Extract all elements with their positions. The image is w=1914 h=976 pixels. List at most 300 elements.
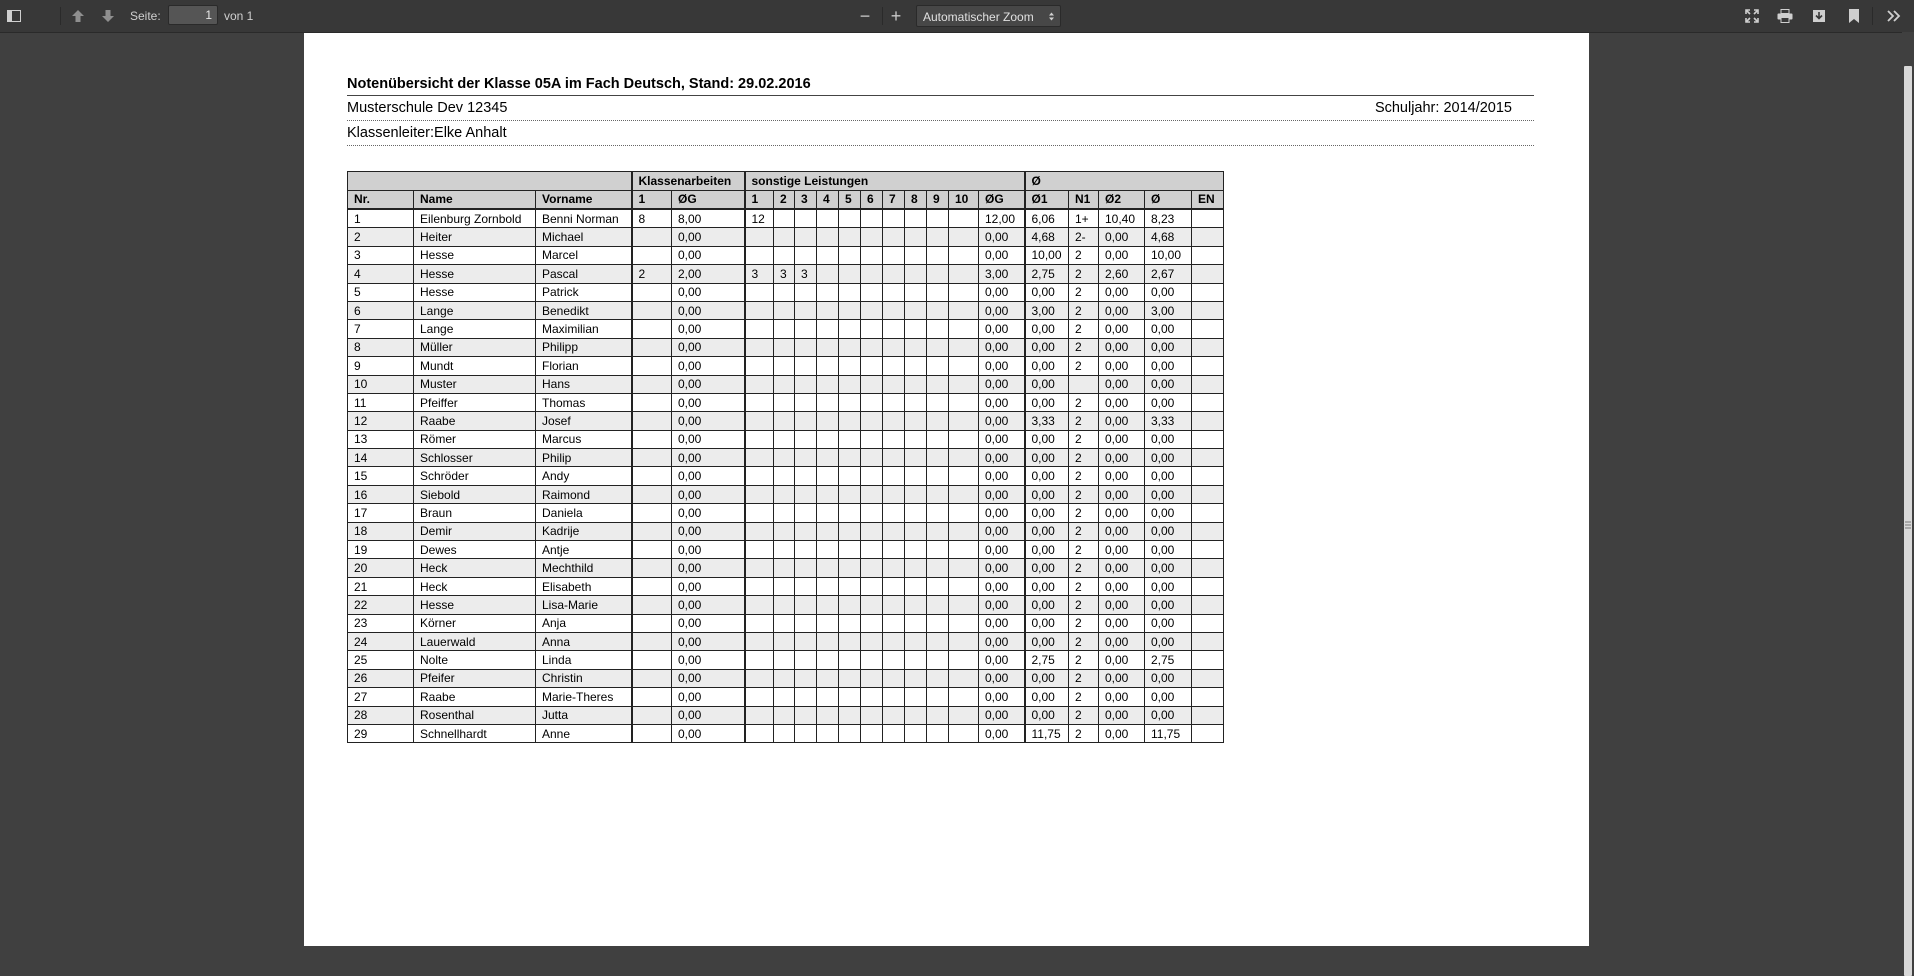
cell-s8 (905, 504, 927, 522)
cell-vorname: Anja (536, 614, 632, 632)
cell-s3 (795, 393, 817, 411)
cell-s3 (795, 632, 817, 650)
school-name: Musterschule Dev 12345 (347, 100, 508, 116)
cell-vorname: Linda (536, 651, 632, 669)
cell-s7 (883, 301, 905, 319)
cell-s5 (839, 504, 861, 522)
cell-s-og: 0,00 (979, 301, 1025, 319)
cell-n1: 2 (1069, 522, 1099, 540)
cell-ka1 (632, 559, 672, 577)
table-row (348, 467, 1224, 485)
cell-s10 (949, 467, 979, 485)
print-button[interactable] (1773, 4, 1797, 28)
cell-name: Heck (414, 577, 536, 595)
cell-ka1 (632, 632, 672, 650)
cell-o: 4,68 (1145, 228, 1192, 246)
cell-o: 0,00 (1145, 614, 1192, 632)
cell-vorname: Pascal (536, 265, 632, 283)
cell-ka-og: 0,00 (672, 430, 745, 448)
cell-n1: 2 (1069, 357, 1099, 375)
cell-ka-og: 0,00 (672, 283, 745, 301)
tools-menu-button[interactable] (1882, 4, 1906, 28)
cell-ka1 (632, 228, 672, 246)
cell-s8 (905, 688, 927, 706)
cell-s1 (745, 485, 774, 503)
cell-ka-og: 0,00 (672, 412, 745, 430)
cell-ka1 (632, 504, 672, 522)
cell-s5 (839, 577, 861, 595)
cell-vorname: Anna (536, 632, 632, 650)
cell-s5 (839, 338, 861, 356)
cell-s5 (839, 632, 861, 650)
cell-s1 (745, 724, 774, 742)
cell-s5 (839, 651, 861, 669)
cell-s4 (817, 577, 839, 595)
cell-vorname: Benedikt (536, 301, 632, 319)
table-row (348, 449, 1224, 467)
cell-ka-og: 0,00 (672, 651, 745, 669)
cell-ka-og: 0,00 (672, 614, 745, 632)
cell-s7 (883, 393, 905, 411)
download-button[interactable] (1807, 4, 1831, 28)
cell-name: Lange (414, 301, 536, 319)
cell-s6 (861, 632, 883, 650)
cell-s10 (949, 522, 979, 540)
cell-s7 (883, 338, 905, 356)
cell-name: Römer (414, 430, 536, 448)
cell-s3 (795, 724, 817, 742)
cell-o2: 0,00 (1099, 320, 1145, 338)
cell-s2 (774, 357, 795, 375)
cell-s9 (927, 375, 949, 393)
cell-s7 (883, 614, 905, 632)
cell-o: 0,00 (1145, 320, 1192, 338)
cell-name: Dewes (414, 541, 536, 559)
cell-s-og: 0,00 (979, 375, 1025, 393)
cell-ka-og: 0,00 (672, 320, 745, 338)
cell-s9 (927, 485, 949, 503)
cell-nr: 23 (348, 614, 414, 632)
cell-s6 (861, 283, 883, 301)
cell-o2: 0,00 (1099, 596, 1145, 614)
cell-s5 (839, 467, 861, 485)
cell-s4 (817, 338, 839, 356)
cell-en (1192, 338, 1224, 356)
cell-s2 (774, 320, 795, 338)
cell-s2 (774, 338, 795, 356)
cell-s4 (817, 541, 839, 559)
cell-s10 (949, 393, 979, 411)
cell-name: Muster (414, 375, 536, 393)
cell-o2: 2,60 (1099, 265, 1145, 283)
cell-s8 (905, 301, 927, 319)
column-header-s9: 9 (927, 190, 949, 209)
cell-name: Demir (414, 522, 536, 540)
previous-page-button[interactable] (66, 4, 90, 28)
cell-s8 (905, 467, 927, 485)
cell-s3 (795, 669, 817, 687)
cell-s9 (927, 209, 949, 228)
cell-s10 (949, 283, 979, 301)
cell-o1: 6,06 (1025, 209, 1069, 228)
cell-o2: 0,00 (1099, 449, 1145, 467)
cell-s9 (927, 301, 949, 319)
cell-s5 (839, 283, 861, 301)
vertical-scrollbar[interactable] (1902, 32, 1914, 946)
cell-n1: 2 (1069, 320, 1099, 338)
cell-s3 (795, 449, 817, 467)
column-header-s8: 8 (905, 190, 927, 209)
cell-s8 (905, 228, 927, 246)
cell-s1 (745, 412, 774, 430)
cell-s7 (883, 632, 905, 650)
cell-o1: 0,00 (1025, 338, 1069, 356)
cell-o1: 0,00 (1025, 596, 1069, 614)
cell-name: Pfeiffer (414, 393, 536, 411)
cell-s6 (861, 449, 883, 467)
table-row (348, 651, 1224, 669)
cell-s3 (795, 541, 817, 559)
cell-s3 (795, 338, 817, 356)
cell-vorname: Michael (536, 228, 632, 246)
cell-o1: 11,75 (1025, 724, 1069, 742)
cell-o2: 0,00 (1099, 669, 1145, 687)
cell-s-og: 0,00 (979, 467, 1025, 485)
cell-n1: 2 (1069, 688, 1099, 706)
cell-nr: 8 (348, 338, 414, 356)
cell-nr: 9 (348, 357, 414, 375)
cell-s10 (949, 706, 979, 724)
cell-s2 (774, 246, 795, 264)
cell-s8 (905, 375, 927, 393)
cell-ka-og: 0,00 (672, 522, 745, 540)
cell-s2 (774, 669, 795, 687)
cell-ka-og: 0,00 (672, 485, 745, 503)
cell-s5 (839, 430, 861, 448)
cell-en (1192, 412, 1224, 430)
cell-s4 (817, 614, 839, 632)
table-row (348, 522, 1224, 540)
cell-s8 (905, 393, 927, 411)
cell-s6 (861, 577, 883, 595)
cell-n1: 1+ (1069, 209, 1099, 228)
cell-ka-og: 0,00 (672, 338, 745, 356)
cell-name: Hesse (414, 246, 536, 264)
cell-s2 (774, 688, 795, 706)
cell-s6 (861, 596, 883, 614)
column-header-s1: 1 (745, 190, 774, 209)
cell-s9 (927, 283, 949, 301)
cell-s10 (949, 688, 979, 706)
cell-s-og: 0,00 (979, 724, 1025, 742)
pdf-page (304, 33, 1589, 946)
table-row (348, 393, 1224, 411)
cell-s1 (745, 688, 774, 706)
cell-s-og: 0,00 (979, 393, 1025, 411)
class-teacher: Klassenleiter:Elke Anhalt (347, 125, 507, 141)
cell-s1 (745, 541, 774, 559)
cell-vorname: Mechthild (536, 559, 632, 577)
cell-s1 (745, 577, 774, 595)
cell-s-og: 0,00 (979, 485, 1025, 503)
cell-s9 (927, 522, 949, 540)
cell-s4 (817, 449, 839, 467)
cell-s-og: 0,00 (979, 632, 1025, 650)
zoom-out-button[interactable]: − (859, 5, 871, 26)
cell-s8 (905, 559, 927, 577)
cell-s3 (795, 614, 817, 632)
cell-s3 (795, 301, 817, 319)
table-row (348, 209, 1224, 228)
column-header-en: EN (1192, 190, 1224, 209)
cell-s8 (905, 357, 927, 375)
cell-s1 (745, 669, 774, 687)
cell-o1: 0,00 (1025, 320, 1069, 338)
cell-ka1 (632, 412, 672, 430)
column-header-o: Ø (1145, 190, 1192, 209)
cell-s8 (905, 706, 927, 724)
cell-o2: 0,00 (1099, 283, 1145, 301)
cell-ka-og: 0,00 (672, 449, 745, 467)
cell-name: Eilenburg Zornbold (414, 209, 536, 228)
cell-o2: 0,00 (1099, 357, 1145, 375)
sidebar-toggle-button[interactable] (2, 4, 26, 28)
table-row (348, 724, 1224, 742)
cell-s-og: 0,00 (979, 449, 1025, 467)
cell-s2 (774, 724, 795, 742)
cell-vorname: Daniela (536, 504, 632, 522)
cell-s2 (774, 283, 795, 301)
cell-o: 0,00 (1145, 577, 1192, 595)
cell-s3 (795, 283, 817, 301)
cell-s1 (745, 393, 774, 411)
cell-o: 2,75 (1145, 651, 1192, 669)
cell-s7 (883, 485, 905, 503)
cell-o1: 0,00 (1025, 283, 1069, 301)
table-row (348, 504, 1224, 522)
cell-s10 (949, 669, 979, 687)
cell-s-og: 12,00 (979, 209, 1025, 228)
cell-s9 (927, 669, 949, 687)
cell-s6 (861, 706, 883, 724)
cell-s9 (927, 430, 949, 448)
cell-s3 (795, 485, 817, 503)
cell-s1 (745, 614, 774, 632)
cell-vorname: Christin (536, 669, 632, 687)
cell-s1 (745, 338, 774, 356)
cell-en (1192, 485, 1224, 503)
cell-s3 (795, 320, 817, 338)
cell-s1 (745, 430, 774, 448)
zoom-in-button[interactable]: + (890, 5, 902, 26)
cell-en (1192, 669, 1224, 687)
cell-name: Nolte (414, 651, 536, 669)
cell-ka-og: 0,00 (672, 228, 745, 246)
cell-s-og: 0,00 (979, 669, 1025, 687)
cell-o2: 0,00 (1099, 688, 1145, 706)
cell-s4 (817, 228, 839, 246)
cell-s8 (905, 724, 927, 742)
table-row (348, 632, 1224, 650)
cell-nr: 24 (348, 632, 414, 650)
document-title: Notenübersicht der Klasse 05A im Fach Deutsch, Stand: 29.02.2016 (347, 76, 811, 92)
table-row (348, 338, 1224, 356)
cell-s2 (774, 614, 795, 632)
cell-s4 (817, 669, 839, 687)
cell-name: Rosenthal (414, 706, 536, 724)
cell-en (1192, 724, 1224, 742)
cell-s-og: 0,00 (979, 596, 1025, 614)
bookmark-button[interactable] (1842, 4, 1866, 28)
cell-s8 (905, 651, 927, 669)
cell-vorname: Philipp (536, 338, 632, 356)
cell-s-og: 0,00 (979, 504, 1025, 522)
cell-s5 (839, 449, 861, 467)
cell-vorname: Thomas (536, 393, 632, 411)
cell-vorname: Raimond (536, 485, 632, 503)
cell-nr: 5 (348, 283, 414, 301)
cell-o2: 0,00 (1099, 375, 1145, 393)
cell-s2 (774, 522, 795, 540)
cell-s3 (795, 467, 817, 485)
next-page-button[interactable] (96, 4, 120, 28)
cell-s-og: 0,00 (979, 559, 1025, 577)
zoom-select-value: Automatischer Zoom (923, 10, 1034, 24)
select-caret-icon (1049, 12, 1054, 21)
cell-s4 (817, 632, 839, 650)
cell-o: 0,00 (1145, 522, 1192, 540)
cell-s8 (905, 541, 927, 559)
cell-name: Heiter (414, 228, 536, 246)
cell-ka-og: 0,00 (672, 467, 745, 485)
cell-s4 (817, 504, 839, 522)
cell-ka1 (632, 246, 672, 264)
cell-o1: 0,00 (1025, 632, 1069, 650)
cell-ka-og: 0,00 (672, 632, 745, 650)
cell-o2: 0,00 (1099, 632, 1145, 650)
cell-o2: 0,00 (1099, 393, 1145, 411)
cell-nr: 14 (348, 449, 414, 467)
cell-en (1192, 541, 1224, 559)
cell-s7 (883, 577, 905, 595)
cell-en (1192, 375, 1224, 393)
cell-s6 (861, 375, 883, 393)
table-row (348, 596, 1224, 614)
cell-s3 (795, 706, 817, 724)
column-header-n1: N1 (1069, 190, 1099, 209)
cell-s-og: 0,00 (979, 541, 1025, 559)
cell-s-og: 0,00 (979, 357, 1025, 375)
cell-nr: 15 (348, 467, 414, 485)
cell-o1: 0,00 (1025, 449, 1069, 467)
cell-s5 (839, 706, 861, 724)
column-header-s4: 4 (817, 190, 839, 209)
group-header-sonstige: sonstige Leistungen (745, 172, 1025, 191)
cell-s9 (927, 449, 949, 467)
table-row (348, 320, 1224, 338)
cell-o2: 0,00 (1099, 706, 1145, 724)
table-row (348, 614, 1224, 632)
cell-s10 (949, 577, 979, 595)
cell-o1: 0,00 (1025, 430, 1069, 448)
cell-s4 (817, 246, 839, 264)
table-row (348, 246, 1224, 264)
cell-s7 (883, 467, 905, 485)
cell-s9 (927, 412, 949, 430)
cell-s7 (883, 265, 905, 283)
cell-n1: 2 (1069, 246, 1099, 264)
cell-o2: 0,00 (1099, 559, 1145, 577)
cell-s4 (817, 467, 839, 485)
cell-s7 (883, 430, 905, 448)
cell-n1: 2 (1069, 338, 1099, 356)
cell-n1: 2 (1069, 651, 1099, 669)
cell-o: 0,00 (1145, 485, 1192, 503)
cell-ka-og: 0,00 (672, 357, 745, 375)
cell-o1: 0,00 (1025, 541, 1069, 559)
cell-ka-og: 0,00 (672, 688, 745, 706)
presentation-mode-button[interactable] (1740, 4, 1764, 28)
cell-s3 (795, 688, 817, 706)
cell-ka-og: 0,00 (672, 559, 745, 577)
cell-s2 (774, 577, 795, 595)
cell-s10 (949, 228, 979, 246)
cell-n1: 2 (1069, 393, 1099, 411)
cell-s10 (949, 357, 979, 375)
table-row (348, 430, 1224, 448)
cell-o: 0,00 (1145, 706, 1192, 724)
cell-ka-og: 0,00 (672, 596, 745, 614)
column-header-ka1: 1 (632, 190, 672, 209)
column-header-o1: Ø1 (1025, 190, 1069, 209)
cell-s7 (883, 412, 905, 430)
cell-vorname: Hans (536, 375, 632, 393)
cell-s6 (861, 467, 883, 485)
cell-s5 (839, 301, 861, 319)
cell-s1 (745, 632, 774, 650)
cell-vorname: Anne (536, 724, 632, 742)
cell-s1 (745, 467, 774, 485)
cell-name: Schröder (414, 467, 536, 485)
cell-en (1192, 357, 1224, 375)
cell-s8 (905, 596, 927, 614)
cell-name: Mundt (414, 357, 536, 375)
page-label: Seite: (130, 9, 161, 23)
cell-s6 (861, 614, 883, 632)
cell-vorname: Elisabeth (536, 577, 632, 595)
cell-en (1192, 688, 1224, 706)
cell-o2: 10,40 (1099, 209, 1145, 228)
cell-s-og: 0,00 (979, 283, 1025, 301)
cell-s8 (905, 614, 927, 632)
cell-nr: 11 (348, 393, 414, 411)
column-header-vorname: Vorname (536, 190, 632, 209)
page-number-input[interactable] (168, 5, 218, 25)
cell-o: 0,00 (1145, 504, 1192, 522)
cell-o1: 0,00 (1025, 688, 1069, 706)
cell-s2 (774, 393, 795, 411)
cell-nr: 7 (348, 320, 414, 338)
cell-s2 (774, 430, 795, 448)
cell-s7 (883, 522, 905, 540)
cell-s10 (949, 614, 979, 632)
cell-o: 0,00 (1145, 632, 1192, 650)
cell-s1 (745, 283, 774, 301)
cell-name: Hesse (414, 596, 536, 614)
zoom-select[interactable] (916, 5, 1061, 27)
cell-o: 8,23 (1145, 209, 1192, 228)
cell-s7 (883, 541, 905, 559)
